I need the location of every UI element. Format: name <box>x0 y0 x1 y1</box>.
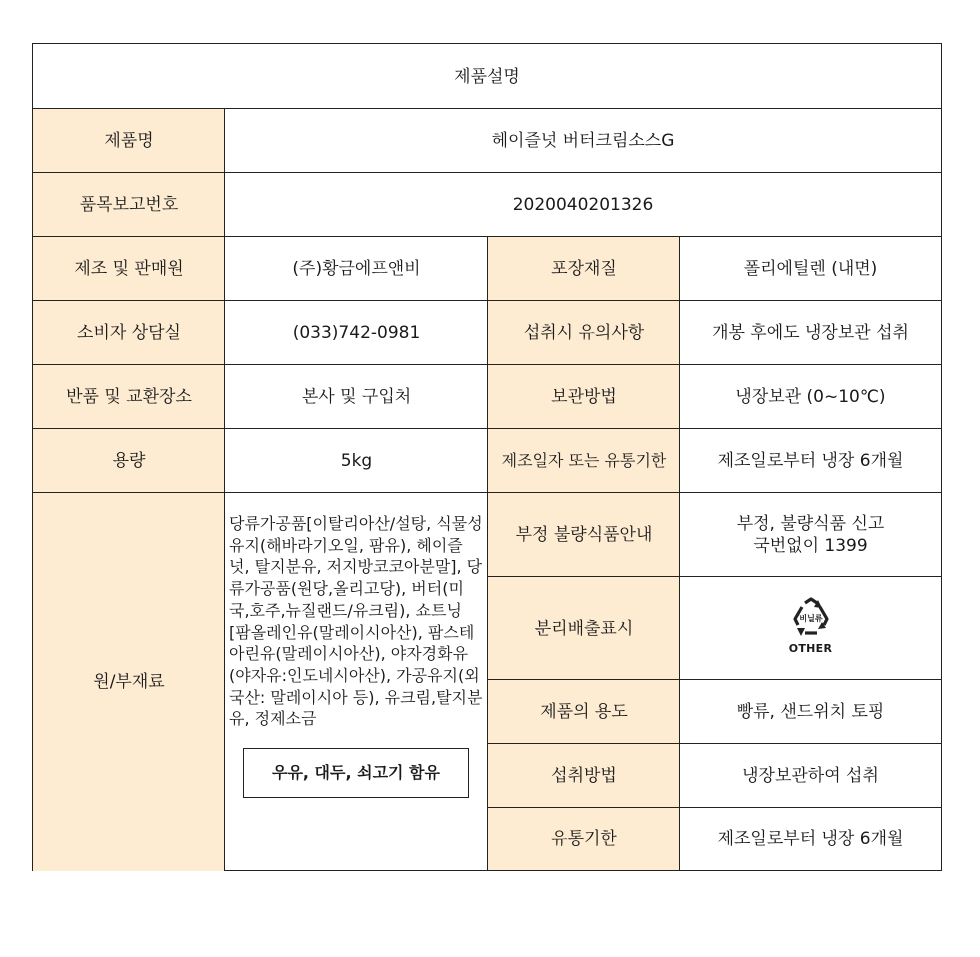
ingredients-label: 원/부재료 <box>33 492 225 871</box>
recycle-other-text: OTHER <box>788 642 833 655</box>
bad-food-value <box>679 492 941 577</box>
product-name-label: 제품명 <box>33 108 225 173</box>
capacity-value: 5kg <box>224 428 488 493</box>
ingredients-cell <box>224 492 488 871</box>
allergen-box: 우유, 대두, 쇠고기 함유 <box>243 748 469 798</box>
report-number-label: 품목보고번호 <box>33 172 225 237</box>
packaging-value: 폴리에틸렌 (내면) <box>679 236 941 301</box>
intake-caution-label: 섭취시 유의사항 <box>487 300 680 365</box>
recycle-symbol-text: 비닐류 <box>798 614 823 623</box>
usage-value: 빵류, 샌드위치 토핑 <box>679 679 941 744</box>
table-title: 제품설명 <box>454 66 520 87</box>
report-number-value: 2020040201326 <box>224 172 941 237</box>
recycling-mark <box>679 576 941 680</box>
manufacturer-label: 제조 및 판매원 <box>33 236 225 301</box>
manufacturer-value: (주)황금에프앤비 <box>224 236 488 301</box>
consumer-office-value: (033)742-0981 <box>224 300 488 365</box>
capacity-label: 용량 <box>33 428 225 493</box>
shelf-life-value: 제조일로부터 냉장 6개월 <box>679 807 941 870</box>
storage-label: 보관방법 <box>487 364 680 429</box>
usage-label: 제품의 용도 <box>487 679 680 744</box>
return-place-label: 반품 및 교환장소 <box>33 364 225 429</box>
ingredients-text: 당류가공품[이탈리아산/설탕, 식물성유지(해바라기오일, 팜유), 헤이즐넛, 탈지분유, 저지방코코아분말], 당류가공품(원당,올리고당), 버터(미국,호주,뉴질랜드/유크림), 쇼트닝[팜올레인유(말레이시아산), 팜스테아린유(말레이시아산), 야자경화유(야자유:인도네시아산), 가공유지(외국산: 말레이시아 등), 유크림,탈지분유, 정제소금 <box>229 514 483 729</box>
consumer-office-label: 소비자 상담실 <box>33 300 225 365</box>
product-info-table <box>32 43 942 871</box>
bad-food-label: 부정 불량식품안내 <box>487 492 680 577</box>
product-name-value: 헤이즐넛 버터크림소스G <box>224 108 941 173</box>
intake-caution-value: 개봉 후에도 냉장보관 섭취 <box>679 300 941 365</box>
shelf-life-label: 유통기한 <box>487 807 680 870</box>
packaging-label: 포장재질 <box>487 236 680 301</box>
expiry-info-label: 제조일자 또는 유통기한 <box>487 428 680 493</box>
intake-method-label: 섭취방법 <box>487 743 680 808</box>
expiry-info-value: 제조일로부터 냉장 6개월 <box>679 428 941 493</box>
intake-method-value: 냉장보관하여 섭취 <box>679 743 941 808</box>
bad-food-line1: 부정, 불량식품 신고 <box>736 514 885 534</box>
return-place-value: 본사 및 구입처 <box>224 364 488 429</box>
recycling-label: 분리배출표시 <box>487 576 680 680</box>
bad-food-line2: 국번없이 1399 <box>753 536 868 556</box>
recycle-icon <box>789 597 833 637</box>
storage-value: 냉장보관 (0~10℃) <box>679 364 941 429</box>
